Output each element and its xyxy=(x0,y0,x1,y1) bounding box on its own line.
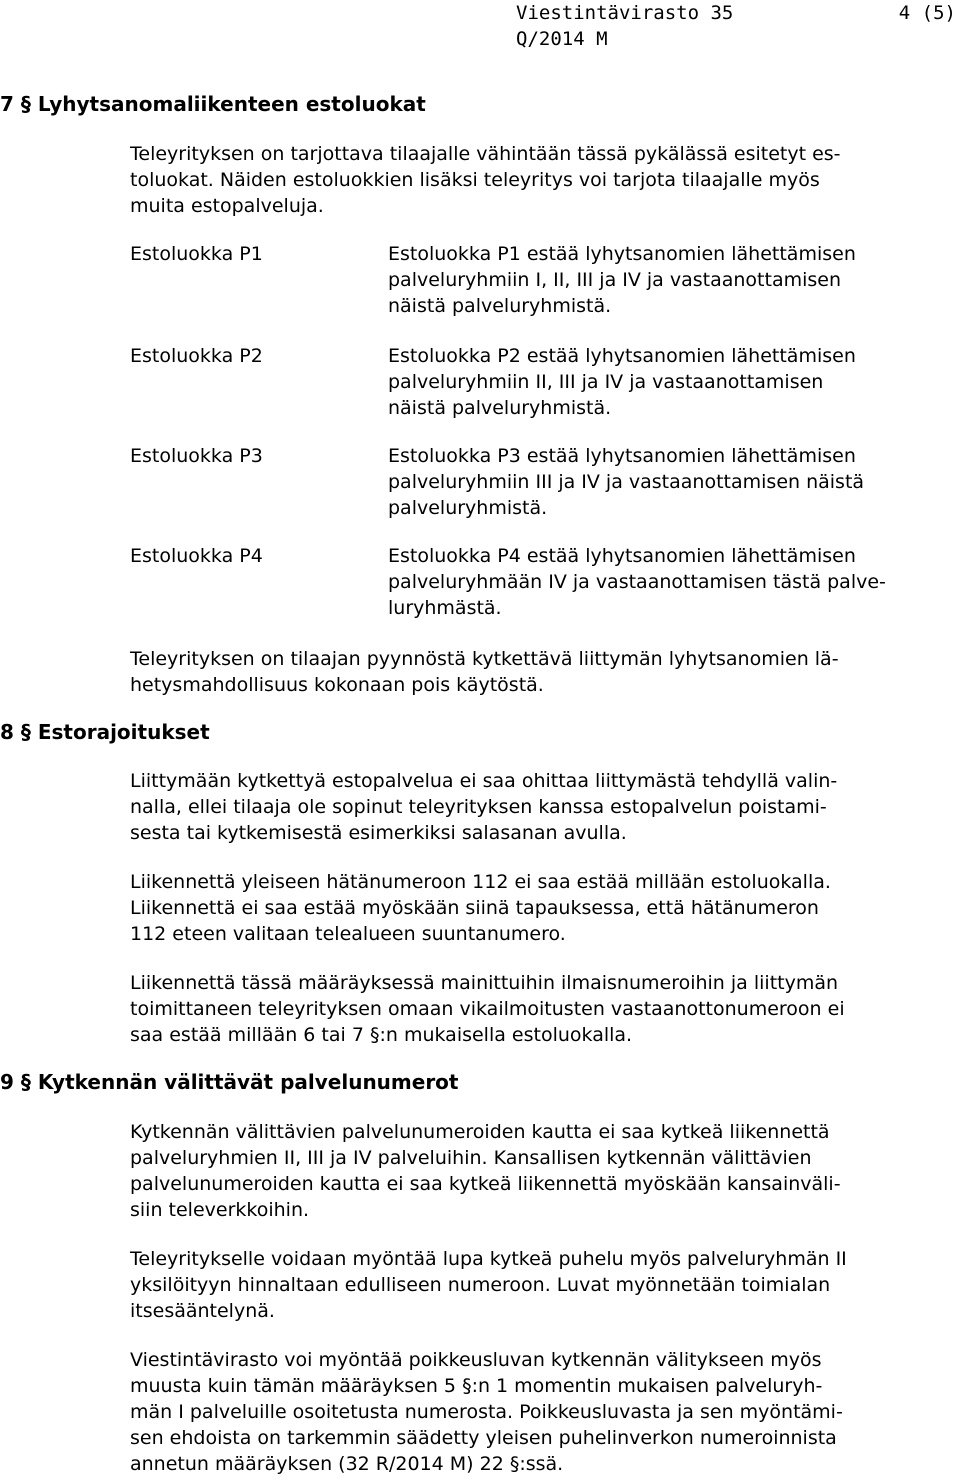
text-line: sen ehdoista on tarkemmin säädetty yleisen puhelinverkon numeroinnista xyxy=(130,1427,837,1449)
section-8-paragraph-2 xyxy=(130,869,930,947)
class-p1-label: Estoluokka P1 xyxy=(130,243,263,265)
text-line: Teleyrityksen on tarjottava tilaajalle vähintään tässä pykälässä esitetyt es- xyxy=(130,143,841,165)
text-line: palveluryhmien II, III ja IV palveluihin. Kansallisen kytkennän välittävien xyxy=(130,1147,812,1169)
text-line: itsesääntelynä. xyxy=(130,1300,275,1322)
text-line: män I palveluille osoitetusta numerosta. Poikkeusluvasta ja sen myöntämi- xyxy=(130,1401,843,1423)
section-9-paragraph-2 xyxy=(130,1246,930,1324)
text-line: näistä palveluryhmistä. xyxy=(388,295,612,317)
text-line: toimittaneen teleyrityksen omaan vikailmoitusten vastaanottonumeroon ei xyxy=(130,998,845,1020)
text-line: Teleyrityksen on tilaajan pyynnöstä kytkettävä liittymän lyhytsanomien lä- xyxy=(130,648,839,670)
header-doc-id: Q/2014 M xyxy=(516,28,608,50)
header-page-number: 4 (5) xyxy=(898,2,956,24)
text-line: palveluryhmiin I, II, III ja IV ja vastaanottamisen xyxy=(388,269,842,291)
text-line: Estoluokka P1 estää lyhytsanomien lähettämisen xyxy=(388,243,856,265)
text-line: 112 eteen valitaan telealueen suuntanumero. xyxy=(130,923,566,945)
class-p3-description xyxy=(388,443,954,521)
text-line: luryhmästä. xyxy=(388,597,502,619)
text-line: palveluryhmiin II, III ja IV ja vastaanottamisen xyxy=(388,371,824,393)
class-p3-label: Estoluokka P3 xyxy=(130,445,263,467)
class-p1-description xyxy=(388,241,954,319)
text-line: Liikennettä ei saa estää myöskään siinä tapauksessa, että hätänumeron xyxy=(130,897,819,919)
class-p2-label: Estoluokka P2 xyxy=(130,345,263,367)
section-9-paragraph-1 xyxy=(130,1119,930,1223)
section-8-paragraph-3 xyxy=(130,970,930,1048)
text-line: Kytkennän välittävien palvelunumeroiden kautta ei saa kytkeä liikennettä xyxy=(130,1121,830,1143)
text-line: siin televerkkoihin. xyxy=(130,1199,310,1221)
text-line: yksilöityyn hinnaltaan edulliseen numeroon. Luvat myönnetään toimialan xyxy=(130,1274,831,1296)
text-line: palveluryhmään IV ja vastaanottamisen tästä palve- xyxy=(388,571,886,593)
text-line: Viestintävirasto voi myöntää poikkeusluvan kytkennän välitykseen myös xyxy=(130,1349,822,1371)
text-line: Liikennettä tässä määräyksessä mainittuihin ilmaisnumeroihin ja liittymän xyxy=(130,972,839,994)
text-line: Teleyritykselle voidaan myöntää lupa kytkeä puhelu myös palveluryhmän II xyxy=(130,1248,847,1270)
text-line: palveluryhmistä. xyxy=(388,497,548,519)
class-p4-label: Estoluokka P4 xyxy=(130,545,263,567)
section-7-closing xyxy=(130,646,930,698)
text-line: muusta kuin tämän määräyksen 5 §:n 1 momentin mukaisen palveluryh- xyxy=(130,1375,823,1397)
text-line: Estoluokka P4 estää lyhytsanomien lähettämisen xyxy=(388,545,856,567)
text-line: nalla, ellei tilaaja ole sopinut teleyrityksen kanssa estopalvelun poistami- xyxy=(130,796,827,818)
section-7-intro xyxy=(130,141,930,219)
text-line: muita estopalveluja. xyxy=(130,195,324,217)
text-line: hetysmahdollisuus kokonaan pois käytöstä. xyxy=(130,674,544,696)
text-line: Liittymään kytkettyä estopalvelua ei saa ohittaa liittymästä tehdyllä valin- xyxy=(130,770,838,792)
section-9-heading: 9 § Kytkennän välittävät palvelunumerot xyxy=(0,1070,459,1094)
section-8-paragraph-1 xyxy=(130,768,930,846)
text-line: palveluryhmiin III ja IV ja vastaanottamisen näistä xyxy=(388,471,865,493)
section-7-heading: 7 § Lyhytsanomaliikenteen estoluokat xyxy=(0,92,426,116)
class-p2-description xyxy=(388,343,954,421)
text-line: näistä palveluryhmistä. xyxy=(388,397,612,419)
text-line: toluokat. Näiden estoluokkien lisäksi teleyritys voi tarjota tilaajalle myös xyxy=(130,169,820,191)
text-line: Estoluokka P3 estää lyhytsanomien lähettämisen xyxy=(388,445,856,467)
page-header xyxy=(516,0,956,52)
section-8-heading: 8 § Estorajoitukset xyxy=(0,720,210,744)
text-line: Liikennettä yleiseen hätänumeroon 112 ei saa estää millään estoluokalla. xyxy=(130,871,831,893)
text-line: saa estää millään 6 tai 7 §:n mukaisella estoluokalla. xyxy=(130,1024,633,1046)
text-line: sesta tai kytkemisestä esimerkiksi salasanan avulla. xyxy=(130,822,627,844)
text-line: annetun määräyksen (32 R/2014 M) 22 §:ssä. xyxy=(130,1453,564,1475)
text-line: palvelunumeroiden kautta ei saa kytkeä liikennettä myöskään kansainväli- xyxy=(130,1173,841,1195)
class-p4-description xyxy=(388,543,954,621)
header-org: Viestintävirasto 35 xyxy=(516,2,734,24)
section-9-paragraph-3 xyxy=(130,1347,930,1477)
text-line: Estoluokka P2 estää lyhytsanomien lähettämisen xyxy=(388,345,856,367)
